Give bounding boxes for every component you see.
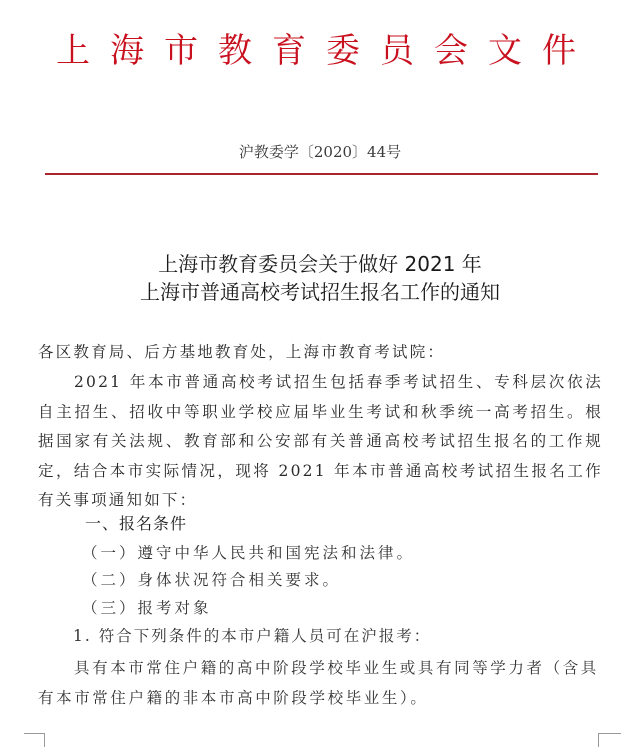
notice-title-line-1: 上海市教育委员会关于做好 2021 年 bbox=[158, 252, 482, 276]
page-corner-mark-right bbox=[598, 733, 621, 747]
subitem-1: 1. 符合下列条件的本市户籍人员可在沪报考： bbox=[73, 627, 432, 645]
condition-item-2: （二）身体状况符合相关要求。 bbox=[82, 571, 342, 589]
section-heading-registration-conditions: 一、报名条件 bbox=[85, 514, 188, 533]
document-number: 沪教委学〔2020〕44号 bbox=[238, 143, 402, 161]
subitem-1-text: 具有本市常住户籍的高中阶段学校毕业生或具有同等学力者（含具有本市常住户籍的非本市高中阶段学校毕业生）。 bbox=[38, 659, 599, 707]
condition-item-3: （三）报考对象 bbox=[82, 599, 212, 617]
red-divider-rule bbox=[45, 173, 598, 175]
intro-paragraph: 2021 年本市普通高校考试招生包括春季考试招生、专科层次依法自主招生、招收中等职业学校应届毕业生考试和秋季统一高考招生。根据国家有关法规、教育部和公安部有关普通高校考试招生报名的工作规定，结合本市实际情况，现将 2021 年本市普通高校考试招生报名工作有关事项通知如下： bbox=[38, 373, 603, 509]
page-corner-mark-left bbox=[24, 733, 45, 747]
notice-title-line-2: 上海市普通高校考试招生报名工作的通知 bbox=[140, 280, 500, 304]
condition-item-1: （一）遵守中华人民共和国宪法和法律。 bbox=[82, 544, 416, 562]
notice-title bbox=[0, 250, 640, 306]
letterhead-title: 上海市教育委员会文件 bbox=[56, 31, 596, 71]
salutation: 各区教育局、后方基地教育处，上海市教育考试院： bbox=[38, 343, 446, 361]
